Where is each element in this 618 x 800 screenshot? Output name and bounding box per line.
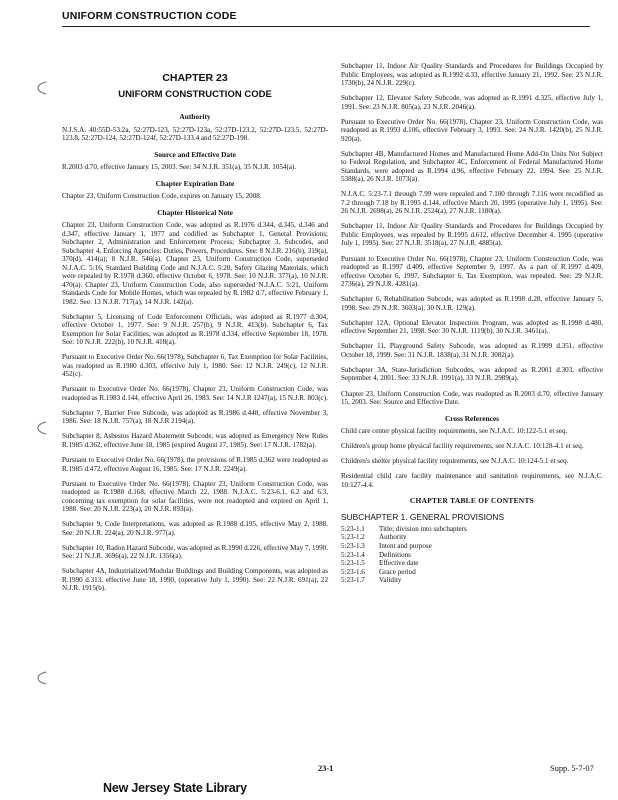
- history-paragraph: Subchapter 11, Indoor Air Quality Standards and Procedures for Buildings Occupied by Public Employees, was adopted as R.1992 d.33, effective January 21, 1992. See: 23 N.J.R. 1730(b), 24 N.J.R. 229(c).: [341, 62, 603, 87]
- history-paragraph: Subchapter 7, Barrier Free Subcode, was adopted as R.1986 d.448, effective November 3, 1986. See: 18 N.J.R. 757(a), 18 N.J.R 2194(a).: [62, 408, 328, 426]
- toc-row[interactable]: [341, 551, 603, 560]
- history-paragraph: Subchapter 11, Indoor Air Quality Standards and Procedures for Buildings Occupied by Public Employees, was repealed by R.1995 d.612, effective December 4, 1995 (operative July 1, 1995). See: 27 N.J.R. 3518(a), 27 N.J.R. 4885(a).: [341, 222, 603, 248]
- history-paragraph: Pursuant to Executive Order No. 66(1978), Chapter 23, Uniform Construction Code, was readopted as R.1983 d.144, effective April 26, 1983. See: 14 N.J.R 1247(a), 15 N.J.R. 803(c).: [62, 385, 328, 402]
- cross-references-list: [341, 427, 603, 489]
- toc-section-title: Intent and purpose: [379, 542, 432, 550]
- margin-bracket-icon: [34, 80, 50, 96]
- history-paragraph: Pursuant to Executive Order No. 66(1978), Chapter 23, Uniform Construction Code, was readopted as R.1993 d.106, effective February 3, 1993. See: 24 N.J.R. 1420(b), 25 N.J.R. 920(a).: [341, 117, 603, 143]
- toc-section-number: 5:23-1.4: [341, 550, 365, 559]
- toc-section-title: Title; division into subchapters: [379, 524, 467, 533]
- header-rule: [62, 26, 590, 27]
- toc-section-number: 5:23-1.2: [341, 533, 365, 542]
- toc-row[interactable]: [341, 568, 603, 577]
- margin-bracket-icon: [34, 420, 50, 436]
- history-paragraph: Subchapter 10, Radon Hazard Subcode, was adopted as R.1990 d.226, effective May 7, 1990. See: 21 N.J.R. 3696(a), 22 N.J.R. 1356(a).: [62, 543, 328, 561]
- toc-section-title: Effective date: [379, 559, 419, 568]
- toc-section-number: 5:23-1.7: [341, 576, 365, 585]
- expiration-text: Chapter 23, Uniform Construction Code, expires on January 15, 2008.: [62, 192, 262, 200]
- toc-section-number: 5:23-1.5: [341, 559, 365, 568]
- toc-section-title: Grace period: [379, 567, 416, 576]
- history-right-paragraphs: [341, 62, 603, 407]
- toc-section-title: Authority: [379, 533, 407, 542]
- right-column: [341, 62, 603, 585]
- history-paragraph: Subchapter 4B, Manufactured Homes and Manufactured Home Add-On Units Not Subject to Federal Regulation, and Subchapter 4C, Enforcement of Federal Manufactured Home Standards, were adopted as R.1994 d.96, effective February 22, 1994. See: 25 N.J.R. 5388(a), 26 N.J.R. 1073(a).: [341, 149, 603, 184]
- history-paragraph: Pursuant to Executive Order No. 66(1978), the provisions of R.1985 d.362 were readopted as R.1985 d.472, effective August 16, 1985. See: 17 N.J.R. 2249(a).: [62, 456, 328, 473]
- history-paragraph: Pursuant to Executive Order No. 66(1978), Chapter 23, Uniform Construction Code, was readopted as R.1997 d.409, effective September 9, 1997. As a part of R.1997 d.409, effective October 6, 1997, Subchapter 6, Tax Exemption, was repealed. See: 29 N.J.R. 2736(a), 29 N.J.R. 4281(a).: [341, 254, 603, 289]
- history-paragraph: Subchapter 6, Rehabilitation Subcode, was adopted as R.1998 d.28, effective January 5, 1998. See: 29 N.J.R. 3603(a), 30 N.J.R. 129(a).: [341, 295, 603, 312]
- history-paragraph: Chapter 23, Uniform Construction Code, was adopted as R.1976 d.344, d.345, d.346 and d.347, effective January 1, 1977 and codified as Subchapter 1, General Provisions; Subchapter 2, Administration and Enforcement Process; Subchapter 3, Subcodes, and Subchapter 4, Enforcing Agencies: Duties, Powers, Procedures. See: 8 N.J.R. 216(b), 319(a), 370(d), 414(a); 8 N.J.R. 546(a). Chapter 23, Uniform Construction Code, superseded N.J.A.C. 5:16, Standard Building Code and N.J.A.C. 5:20, Safety Glazing Materials, which were repealed by R.1978 d.360, effective October 6, 1978. See: 10 N.J.R. 377(a), 10 N.J.R. 470(a). Chapter 23, Uniform Construction Code, also superseded N.J.A.C. 5:21, Uniform Standards Code for Mobile Homes, which was repealed by R.1982 d.7, effective February 1, 1982. See: 13 N.J.R. 717(a), 14 N.J.R. 142(a).: [62, 221, 328, 306]
- history-paragraph: Chapter 23, Uniform Construction Code, was readopted as R.2003 d.70, effective January 15, 2003. See: Source and Effective Date.: [341, 389, 603, 407]
- toc-row[interactable]: [341, 559, 603, 568]
- history-paragraph: Subchapter 12A, Optional Elevator Inspection Program, was adopted as R.1998 d.480, effective September 21, 1998. See: 30 N.J.R. 1119(b), 30 N.J.R. 3461(a).: [341, 318, 603, 336]
- history-paragraph: Subchapter 9, Code Interpretations, was adopted as R.1988 d.195, effective May 2, 1988. See: 20 N.J.R. 224(a), 20 N.J.R. 977(a).: [62, 520, 328, 537]
- history-paragraph: Pursuant to Executive Order No. 66(1978), Subchapter 6, Tax Exemption for Solar Facilities, was readopted as R.1980 d.303, effective July 1, 1980. See: 12 N.J.R. 249(c), 12 N.J.R. 452(c).: [62, 353, 328, 379]
- authority-heading: Authority: [179, 112, 211, 121]
- page-number: 23-1: [318, 764, 334, 773]
- margin-bracket-icon: [34, 670, 50, 686]
- history-paragraph: Subchapter 12, Elevator Safety Subcode, was adopted as R.1991 d.325, effective July 1, 1991. See: 23 N.J.R. 805(a), 23 N.J.R. 2046(a).: [341, 94, 603, 111]
- chapter-number: CHAPTER 23: [162, 72, 228, 84]
- toc-row[interactable]: [341, 533, 603, 542]
- toc-row[interactable]: [341, 542, 603, 551]
- toc-section-number: 5:23-1.6: [341, 567, 365, 576]
- left-column: [62, 62, 328, 600]
- toc-section-number: 5:23-1.3: [341, 542, 365, 550]
- history-paragraph: Subchapter 8, Asbestos Hazard Abatement Subcode, was adopted as Emergency New Rules R.1985 d.362, effective June 18, 1985 (expired August 17, 1985). See: 17 N.J.R. 1782(a).: [62, 432, 328, 449]
- history-paragraph: Subchapter 5, Licensing of Code Enforcement Officials, was adopted as R.1977 d.304, effective October 1, 1977. See: 9 N.J.R. 257(b), 9 N.J.R. 413(b). Subchapter 6, Tax Exemption for Solar Facilities, was adopted as R.1978 d.334, effective September 18, 1978. See: 10 N.J.R. 222(b), 10 N.J.R. 418(a).: [62, 312, 328, 347]
- toc-section-number: 5:23-1.1: [341, 524, 365, 533]
- running-head: UNIFORM CONSTRUCTION CODE: [62, 10, 237, 22]
- supplement-date: Supp. 5-7-07: [550, 764, 594, 773]
- toc-section-title: Validity: [379, 576, 402, 585]
- history-paragraph: Pursuant to Executive Order No. 66(1978), Chapter 23, Uniform Construction Code, was readopted as R.1988 d.168, effective March 22, 1988. N.J.A.C. 5:23-6.1, 6.2 and 6.3, concerning tax exemption for solar facilities, were not readopted and expired on April 1, 1988. See: 20 N.J.R. 223(a), 20 N.J.R. 893(a).: [62, 479, 328, 514]
- authority-text: N.J.S.A. 40:55D-53.2a, 52:27D-123, 52:27D-123a, 52:27D-123.2, 52:27D-123.5, 52:27D-123.8, 52:27D-124, 52:27D-124f, 52:27D-133.4 and 52:27D-198.: [62, 125, 328, 142]
- toc-list: [341, 525, 603, 585]
- toc-row[interactable]: [341, 525, 603, 534]
- toc-section-title: Definitions: [379, 550, 411, 559]
- history-heading: Chapter Historical Note: [157, 207, 233, 217]
- source-heading: Source and Effective Date: [154, 149, 236, 159]
- toc-subchapter: SUBCHAPTER 1. GENERAL PROVISIONS: [341, 511, 505, 522]
- toc-row[interactable]: [341, 576, 603, 585]
- cross-reference-item: Children's shelter physical facility requirements, see N.J.A.C. 10:124-5.1 et seq.: [341, 457, 569, 466]
- history-left-paragraphs: [62, 221, 328, 593]
- history-paragraph: N.J.A.C. 5:23-7.1 through 7.99 were repealed and 7.100 through 7.116 were recodified as 7.2 through 7.18 by R.1995 d.144, effective March 20, 1995 (operative July 1, 1995). See: 26 N.J.R. 2698(a), 26 N.J.R. 2524(a), 27 N.J.R. 1180(a).: [341, 190, 603, 216]
- history-paragraph: Subchapter 11, Playground Safety Subcode, was adopted as R.1999 d.351, effective October 18, 1999. See: 31 N.J.R. 1838(a), 31 N.J.R. 3082(a).: [341, 342, 603, 359]
- cross-reference-item: Children's group home physical facility requirements, see N.J.A.C. 10:128-4.1 et seq.: [341, 442, 584, 451]
- history-paragraph: Subchapter 3A, State-Jurisdiction Subcodes, was adopted as R.2001 d.303, effective September 4, 2001. See: 33 N.J.R. 1991(a), 33 N.J.R. 2989(a).: [341, 365, 603, 383]
- chapter-title: UNIFORM CONSTRUCTION CODE: [118, 89, 272, 100]
- cross-reference-item: Residential child care facility maintenance and sanitation requirements, see N.J.A.C. 10:127-4.4.: [341, 472, 603, 489]
- expiration-heading: Chapter Expiration Date: [155, 178, 235, 188]
- library-watermark: New Jersey State Library: [103, 781, 247, 795]
- toc-heading: CHAPTER TABLE OF CONTENTS: [409, 496, 535, 506]
- history-paragraph: Subchapter 4A, Industrialized/Modular Buildings and Building Components, was adopted as R.1990 d.313, effective June 18, 1990, (operative July 1, 1990). See: 22 N.J.R. 691(a), 22 N.J.R. 1915(b).: [62, 567, 328, 593]
- cross-reference-item: Child care center physical facility requirements, see N.J.A.C. 10:122-5.1 et seq.: [341, 427, 568, 436]
- cross-references-heading: Cross References: [444, 413, 500, 423]
- source-text: R.2003 d.70, effective January 15, 2003. See: 34 N.J.R. 351(a), 35 N.J.R. 1054(a).: [62, 163, 297, 171]
